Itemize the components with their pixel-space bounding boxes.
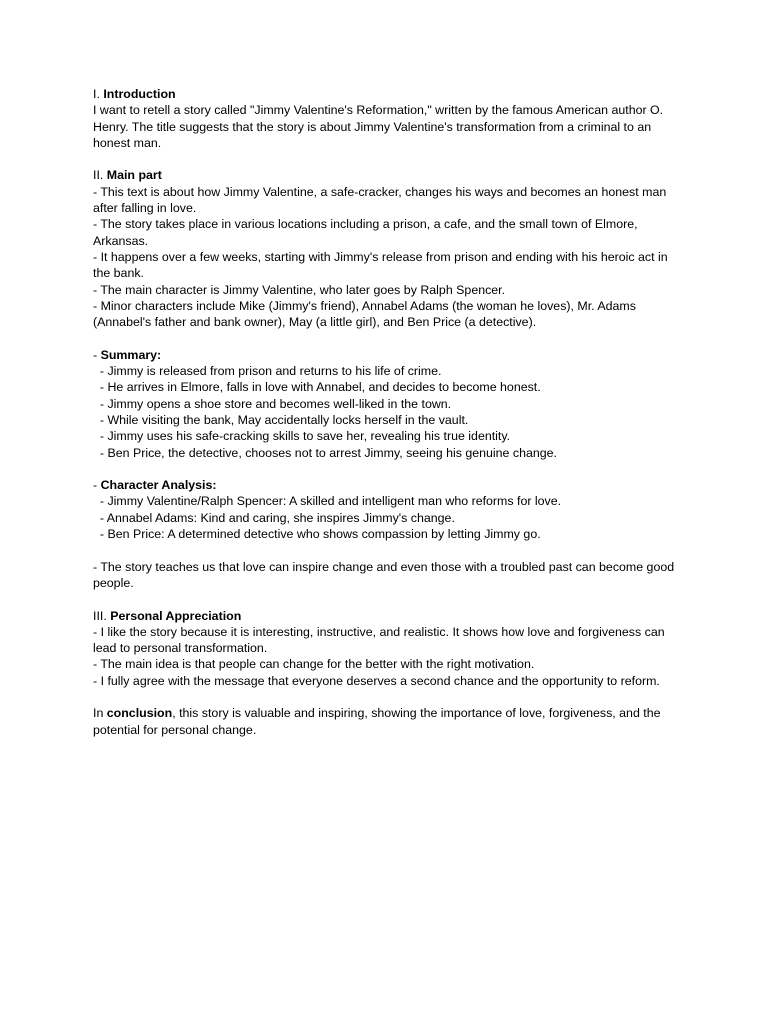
summary-item: - Jimmy opens a shoe store and becomes well-liked in the town. bbox=[93, 396, 452, 411]
section-introduction bbox=[93, 86, 675, 151]
summary-item: - While visiting the bank, May accidentally locks herself in the vault. bbox=[93, 412, 469, 427]
summary-prefix: - bbox=[93, 347, 101, 362]
main-part-point: - The main character is Jimmy Valentine, who later goes by Ralph Spencer. bbox=[93, 282, 506, 297]
character-analysis-heading: Character Analysis: bbox=[100, 478, 217, 493]
appreciation-point: - I fully agree with the message that everyone deserves a second chance and the opportunity to reform. bbox=[93, 673, 660, 688]
main-part-point: - It happens over a few weeks, starting with Jimmy's release from prison and ending with his heroic act in the bank. bbox=[93, 249, 672, 281]
character-analysis-heading-line bbox=[93, 477, 675, 493]
introduction-text: I want to retell a story called "Jimmy Valentine's Reformation," written by the famous American author O. Henry. The title suggests that the story is about Jimmy Valentine's transformation from a criminal to an honest man. bbox=[93, 103, 667, 150]
character-analysis-item: - Jimmy Valentine/Ralph Spencer: A skilled and intelligent man who reforms for love. bbox=[93, 494, 562, 509]
appreciation-point: - The main idea is that people can change for the better with the right motivation. bbox=[93, 657, 535, 672]
appreciation-heading: Personal Appreciation bbox=[110, 608, 242, 623]
spacer bbox=[93, 542, 675, 558]
introduction-heading: Introduction bbox=[103, 87, 176, 101]
main-part-numeral: II. bbox=[93, 168, 107, 183]
main-part-point: - Minor characters include Mike (Jimmy's friend), Annabel Adams (the woman he loves), Mr. Adams (Annabel's father and bank owner), May (a little girl), and Ben Price (a detective). bbox=[93, 298, 640, 330]
section-character-analysis bbox=[93, 477, 675, 542]
summary-item: - Ben Price, the detective, chooses not to arrest Jimmy, seeing his genuine change. bbox=[93, 445, 557, 460]
main-part-heading: Main part bbox=[106, 168, 162, 183]
appreciation-numeral: III. bbox=[93, 608, 111, 623]
spacer bbox=[93, 151, 675, 167]
summary-item: - Jimmy uses his safe-cracking skills to save her, revealing his true identity. bbox=[93, 429, 511, 444]
conclusion-lead: In bbox=[93, 706, 107, 721]
summary-heading: Summary: bbox=[100, 347, 162, 362]
main-part-point: - The story takes place in various locations including a prison, a cafe, and the small town of Elmore, Arkansas. bbox=[93, 217, 641, 248]
summary-item: - Jimmy is released from prison and returns to his life of crime. bbox=[93, 364, 442, 379]
spacer bbox=[93, 689, 675, 705]
character-analysis-item: - Annabel Adams: Kind and caring, she inspires Jimmy's change. bbox=[93, 510, 455, 525]
conclusion-keyword: conclusion bbox=[106, 706, 173, 721]
main-part-point: - This text is about how Jimmy Valentine, a safe-cracker, changes his ways and becomes an honest man after falling in love. bbox=[93, 184, 670, 216]
document-page bbox=[93, 86, 678, 738]
conclusion-text: , this story is valuable and inspiring, showing the importance of love, forgiveness, and the potential for personal change. bbox=[93, 706, 664, 737]
summary-heading-line bbox=[93, 347, 675, 363]
introduction-numeral: I. bbox=[93, 87, 104, 101]
spacer bbox=[93, 330, 675, 346]
conclusion-paragraph bbox=[93, 705, 675, 738]
character-analysis-prefix: - bbox=[93, 478, 101, 493]
spacer bbox=[93, 591, 675, 607]
appreciation-heading-line bbox=[93, 608, 675, 624]
spacer bbox=[93, 461, 675, 477]
section-main-part bbox=[93, 167, 675, 330]
appreciation-point: - I like the story because it is interesting, instructive, and realistic. It shows how love and forgiveness can lead to personal transformation. bbox=[93, 624, 669, 656]
section-summary bbox=[93, 347, 675, 461]
introduction-heading-line bbox=[93, 86, 675, 102]
lesson-text: - The story teaches us that love can inspire change and even those with a troubled past can become good people. bbox=[93, 559, 678, 590]
summary-item: - He arrives in Elmore, falls in love with Annabel, and decides to become honest. bbox=[93, 380, 541, 395]
main-part-heading-line bbox=[93, 167, 675, 183]
character-analysis-item: - Ben Price: A determined detective who shows compassion by letting Jimmy go. bbox=[93, 527, 541, 542]
section-personal-appreciation bbox=[93, 608, 675, 689]
